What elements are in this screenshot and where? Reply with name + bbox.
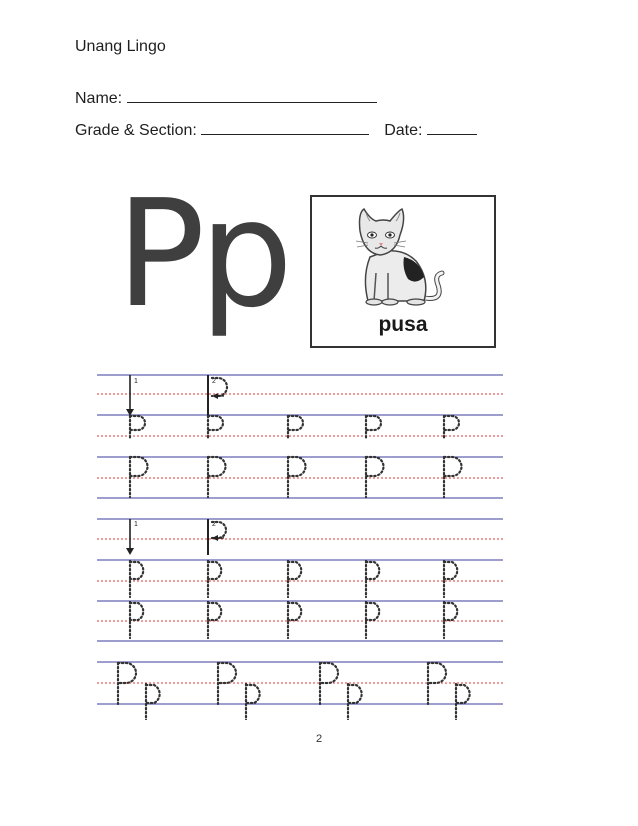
tracing-letter-p [366,603,379,620]
tracing-letter-p [130,603,143,620]
tracing-letter-P [218,663,236,683]
tracing-letter-p [146,685,160,703]
tracing-area [0,360,638,720]
tracing-letter-p [130,562,143,579]
tracing-letter-P [366,457,384,476]
tracing-letter-P [444,457,462,476]
stroke-number: 1 [134,378,138,385]
grade-section-blank[interactable] [201,120,369,135]
worksheet-title: Unang Lingo [75,38,166,55]
tracing-letter-p [348,685,362,703]
tracing-letter-P [320,663,338,683]
letter-display: Pp [116,168,288,340]
tracing-letter-p [246,685,260,703]
tracing-letter-P [366,416,381,430]
tracing-letter-P [428,663,446,683]
tracing-letter-P [118,663,136,683]
date-label: Date: [384,122,423,139]
stroke-number: 2 [212,521,216,528]
stroke-arrow-head [126,548,134,555]
tracing-letter-P [444,416,459,430]
tracing-letter-p [288,603,301,620]
tracing-letter-p [456,685,470,703]
tracing-letter-P [130,416,145,430]
stroke-arrow-head [212,535,218,541]
tracing-letter-p [444,603,457,620]
name-label: Name: [75,90,123,107]
name-line [75,88,377,108]
tracing-letter-p [288,562,301,579]
stroke-number: 1 [134,521,138,528]
tracing-letter-P [208,457,226,476]
page-number: 2 [315,733,323,745]
date-blank[interactable] [427,120,477,135]
tracing-letter-p [366,562,379,579]
picture-word: pusa [378,313,428,336]
tracing-letter-p [444,562,457,579]
tracing-letter-p [208,562,221,579]
grade-date-line [75,120,477,140]
grade-section-label: Grade & Section: [75,122,197,139]
tracing-letter-P [288,457,306,476]
tracing-letter-P [208,416,223,430]
tracing-letter-p [208,603,221,620]
tracing-letter-P [288,416,303,430]
tracing-letter-P [130,457,148,476]
cat-icon [312,205,494,315]
stroke-number: 2 [212,378,216,385]
picture-card [310,195,496,348]
name-blank[interactable] [127,88,377,103]
